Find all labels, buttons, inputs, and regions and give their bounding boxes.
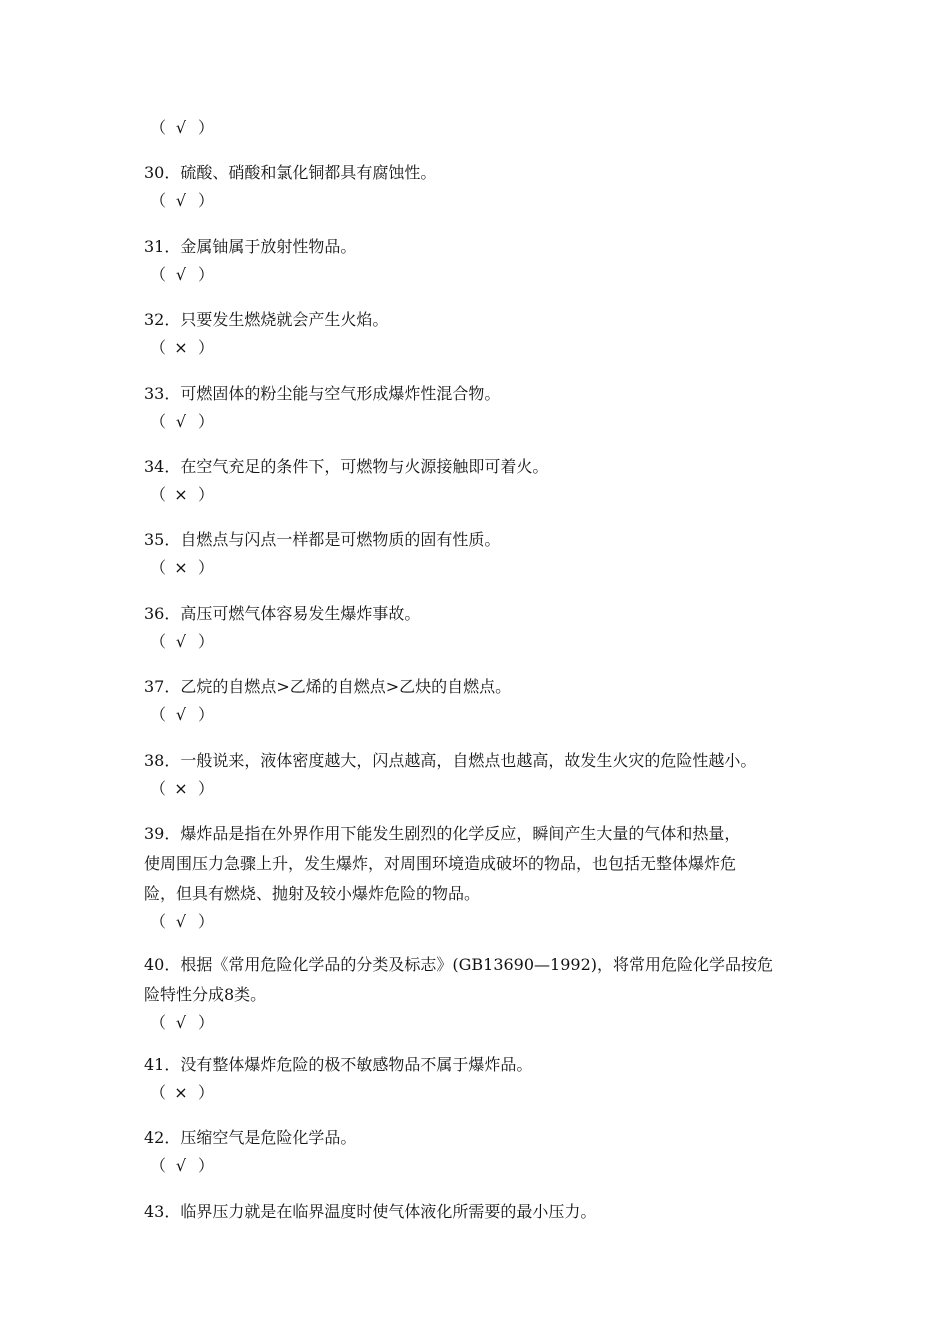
answer-38 [150, 779, 215, 799]
open-paren: （ [150, 485, 167, 504]
open-paren: （ [150, 1013, 167, 1032]
question-40-line-2: 险特性分成8类。 [144, 985, 267, 1004]
close-paren: ） [198, 338, 215, 357]
open-paren: （ [150, 705, 167, 724]
question-40-line-1: 40．根据《常用危险化学品的分类及标志》(GB13690—1992)，将常用危险化学品按危 [144, 955, 774, 974]
question-36-line-1: 36．高压可燃气体容易发生爆炸事故。 [144, 604, 421, 623]
answer-37 [150, 705, 215, 725]
question-38-line-1: 38．一般说来，液体密度越大，闪点越高，自燃点也越高，故发生火灾的危险性越小。 [144, 751, 757, 770]
close-paren: ） [198, 779, 215, 798]
check-mark-icon: √ [175, 1013, 187, 1032]
close-paren: ） [198, 1156, 215, 1175]
answer-42 [150, 1156, 215, 1176]
answer-30 [150, 191, 215, 211]
cross-mark-icon: × [174, 1083, 188, 1102]
open-paren: （ [150, 632, 167, 651]
close-paren: ） [198, 558, 215, 577]
question-39-line-3: 险，但具有燃烧、抛射及较小爆炸危险的物品。 [144, 884, 481, 903]
check-mark-icon: √ [175, 1156, 187, 1175]
close-paren: ） [198, 1013, 215, 1032]
open-paren: （ [150, 338, 167, 357]
check-mark-icon: √ [175, 632, 187, 651]
close-paren: ） [198, 118, 215, 137]
question-32-line-1: 32．只要发生燃烧就会产生火焰。 [144, 310, 389, 329]
question-39-line-2: 使周围压力急骤上升，发生爆炸，对周围环境造成破坏的物品，也包括无整体爆炸危 [144, 854, 737, 873]
open-paren: （ [150, 412, 167, 431]
answer-33 [150, 412, 215, 432]
answer-31 [150, 265, 215, 285]
question-37-line-1: 37．乙烷的自燃点>乙烯的自燃点>乙炔的自燃点。 [144, 677, 512, 696]
question-41-line-1: 41．没有整体爆炸危险的极不敏感物品不属于爆炸品。 [144, 1055, 533, 1074]
answer-41 [150, 1083, 215, 1103]
close-paren: ） [198, 912, 215, 931]
open-paren: （ [150, 558, 167, 577]
check-mark-icon: √ [175, 705, 187, 724]
question-42-line-1: 42．压缩空气是危险化学品。 [144, 1128, 357, 1147]
check-mark-icon: √ [175, 412, 187, 431]
open-paren: （ [150, 779, 167, 798]
close-paren: ） [198, 485, 215, 504]
open-paren: （ [150, 1156, 167, 1175]
close-paren: ） [198, 632, 215, 651]
question-35-line-1: 35．自燃点与闪点一样都是可燃物质的固有性质。 [144, 530, 501, 549]
check-mark-icon: √ [175, 912, 187, 931]
question-39-line-1: 39．爆炸品是指在外界作用下能发生剧烈的化学反应，瞬间产生大量的气体和热量， [144, 824, 741, 843]
open-paren: （ [150, 265, 167, 284]
close-paren: ） [198, 1083, 215, 1102]
question-34-line-1: 34．在空气充足的条件下，可燃物与火源接触即可着火。 [144, 457, 549, 476]
check-mark-icon: √ [175, 265, 187, 284]
cross-mark-icon: × [174, 485, 188, 504]
close-paren: ） [198, 705, 215, 724]
cross-mark-icon: × [174, 338, 188, 357]
close-paren: ） [198, 191, 215, 210]
check-mark-icon: √ [175, 118, 187, 137]
close-paren: ） [198, 412, 215, 431]
answer-32 [150, 338, 215, 358]
open-paren: （ [150, 912, 167, 931]
question-33-line-1: 33．可燃固体的粉尘能与空气形成爆炸性混合物。 [144, 384, 501, 403]
answer-36 [150, 632, 215, 652]
answer-34 [150, 485, 215, 505]
question-43-line-1: 43．临界压力就是在临界温度时使气体液化所需要的最小压力。 [144, 1202, 597, 1221]
check-mark-icon: √ [175, 191, 187, 210]
answer-40 [150, 1013, 215, 1033]
open-paren: （ [150, 1083, 167, 1102]
answer-lead [150, 118, 215, 138]
cross-mark-icon: × [174, 558, 188, 577]
open-paren: （ [150, 118, 167, 137]
answer-39 [150, 912, 215, 932]
open-paren: （ [150, 191, 167, 210]
question-30-line-1: 30．硫酸、硝酸和氯化铜都具有腐蚀性。 [144, 163, 437, 182]
question-31-line-1: 31．金属铀属于放射性物品。 [144, 237, 357, 256]
cross-mark-icon: × [174, 779, 188, 798]
close-paren: ） [198, 265, 215, 284]
answer-35 [150, 558, 215, 578]
